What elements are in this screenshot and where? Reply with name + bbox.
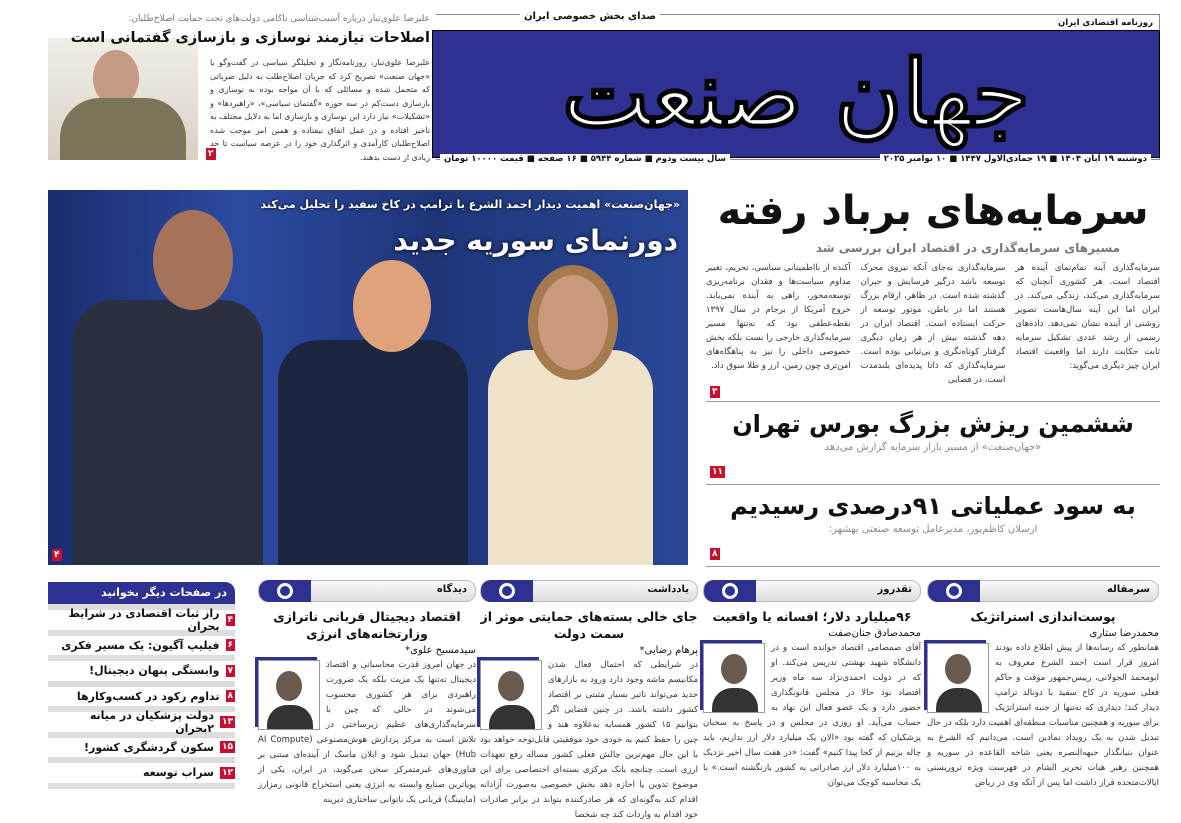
- column-author: محمدرضا ستاری: [1089, 628, 1159, 639]
- sidebar-title: در صفحات دیگر بخوانید: [48, 582, 235, 604]
- story-profit[interactable]: [706, 492, 1160, 562]
- column-body: آقای صمصامی اقتصاد خوانده است و در دانشگاه شهید بهشتی تدریس می‌کند. او که در دولت احمدی‌نژاد سه ماه وزیر اقتصاد بود حالا در مجلس قانونگذاری حضور دارد و یک عضو فعال این نهاد به حساب می‌آید. او روزی در مجلس و در پاسخ به سخنان پزشکیان که گفته بود «الان یک میلیارد دلار ارز نداریم، باید چاله بزنیم از کجا پیدا کنیم» گفت: «در هفت سال اخیر نزدیک به ۱۰۰میلیارد دلار ارز صادراتی به کشور بازنگشته است.» با یک محاسبه کوچک می‌توان: [703, 643, 921, 788]
- photo-figure-center: [278, 340, 468, 565]
- column-section: دیدگاه: [436, 584, 467, 595]
- column-author: پرهام رضایی*: [639, 645, 698, 656]
- top-story[interactable]: [48, 10, 430, 162]
- subtitle: روزنامه اقتصادی ایران: [1057, 18, 1153, 28]
- sidebar-item[interactable]: [48, 738, 235, 764]
- divider: [706, 484, 1160, 485]
- photo-figure-left: [73, 300, 263, 565]
- lead-story[interactable]: [706, 185, 1160, 400]
- photo-figure-right: [488, 350, 653, 565]
- page-number: ۱۱: [712, 467, 723, 477]
- column-header: [480, 580, 698, 602]
- column-header: [703, 580, 921, 602]
- page-number: ۴: [54, 550, 60, 560]
- page-number: ۱۲: [222, 767, 233, 778]
- pen-icon: [704, 580, 756, 602]
- pen-icon: [481, 580, 533, 602]
- column-title[interactable]: جای خالی بسته‌های حمایتی موثر از سمت دولت: [480, 609, 698, 641]
- sidebar-item[interactable]: [48, 636, 235, 662]
- story-headline[interactable]: ششمین ریزش بزرگ بورس تهران: [732, 410, 1134, 438]
- lead-column-3: آکنده از نااطمینانی سیاسی، تحریم، تغییر مداوم سیاست‌ها و فقدان برنامه‌ریزی توسعه‌محور، راهی به آینده نمی‌یابد. خروج آمریکا از برجام در سال ۱۳۹۷ نقطه‌عطفی بود که نه‌تنها مسیر سرمایه‌گذاری خارجی را بست بلکه بخش خصوصی داخلی را نیز به پناهگاه‌های امن‌تری چون زمین، ارز و طلا سوق داد.: [705, 263, 851, 371]
- page-number: ۱۵: [222, 742, 233, 753]
- pen-icon: [928, 580, 980, 602]
- column-title[interactable]: اقتصاد دیجیتال قربانی ناترازی وزارتخانه‌های انرژی: [273, 609, 461, 641]
- sidebar-item-label: وابستگی پنهان دیجیتال!: [89, 664, 220, 678]
- lead-column-2: سرمایه‌گذاری به‌جای آنکه نیروی محرک توسعه باشد درگیر فرسایش و جبران گذشته شده است. در ظاهر، ارقام بزرگ هستند اما در باطن، موتور توسعه از حرکت ایستاده است. اقتصاد ایران در دهه گذشته بیش از هر زمان دیگری گرفتار کوتاه‌نگری و بی‌ثباتی بوده است. سرمایه‌گذاری که ذاتا پدیده‌ای بلندمدت است، در فضایی: [860, 263, 1006, 385]
- masthead-logo: [432, 30, 1160, 158]
- opinion-column[interactable]: [258, 580, 476, 805]
- pen-icon: [259, 580, 311, 602]
- divider: [706, 566, 1160, 567]
- sidebar-item[interactable]: [48, 661, 235, 687]
- column-section: یادداشت: [647, 584, 689, 595]
- story-body: علیرضا علوی‌تبار، روزنامه‌نگار و تحلیلگر سیاسی در گفت‌وگو با «جهان صنعت» تصریح کرد که جریان اصلاح‌طلب به دلیل ضرباتی که متحمل شده و مسائلی که با آن مواجه بوده به نوسازی و بازسازی دست‌کم در سه حوزه «گفتمان سیاسی»، «راهبردها» و «تشکیلات» نیاز دارد این نوسازی و بازسازی اما به دلایل مختلف به تاخیر افتاده و در عمل اتفاق نیفتاده و همین امر موجب شده اصلاح‌طلبان کارآمدی و اثرگذاری خود را در عرصه سیاست تا حد زیادی از دست بدهند.: [210, 58, 430, 162]
- author-photo: [48, 38, 198, 160]
- page-number: ۲: [208, 149, 214, 159]
- story-headline[interactable]: اصلاحات نیازمند نوسازی و بازسازی گفتمانی است: [70, 30, 430, 46]
- page-number: ۱۳: [222, 716, 233, 727]
- column-title[interactable]: پوست‌اندازی استراتژیک: [970, 609, 1116, 624]
- story-subhead: ارسلان کاظم‌پور، مدیرعامل توسعه صنعتی بهشهر:: [828, 524, 1038, 535]
- tagline: صدای بخش خصوصی ایران: [520, 11, 660, 22]
- sidebar-item-label: فیلیپ آگیون: یک مسیر فکری: [61, 638, 220, 652]
- page-number: ۴: [227, 614, 233, 625]
- column-header: [927, 580, 1159, 602]
- column-header: [258, 580, 476, 602]
- column-author: محمدصادق جنان‌صفت: [828, 628, 921, 639]
- page-number: ۳: [712, 387, 718, 397]
- sidebar-item-label: سراب توسعه: [142, 766, 214, 780]
- story-kicker: علیرضا علوی‌تبار درباره آسیب‌شناسی ناکامی دولت‌های تحت حمایت اصلاح‌طلبان:: [128, 14, 430, 24]
- sidebar-item[interactable]: [48, 708, 235, 738]
- date-line: دوشنبه ۱۹ آبان ۱۴۰۴ ■ ۱۹ جمادی‌الاول ۱۴۴۷ ■ ۱۰ نوامبر ۲۰۲۵: [880, 154, 1151, 164]
- column-section: سرمقاله: [1106, 584, 1150, 595]
- author-portrait: [258, 660, 320, 730]
- photo-headline[interactable]: دورنمای سوریه جدید: [393, 224, 678, 257]
- column-title[interactable]: ۹۶میلیارد دلار؛ افسانه یا واقعیت: [712, 609, 912, 624]
- sidebar-item[interactable]: [48, 763, 235, 789]
- story-headline[interactable]: به سود عملیاتی ۹۱درصدی رسیدیم: [730, 492, 1136, 520]
- column-body: در شرایطی که احتمال فعال شدن مکانیسم ماشه وجود دارد ورود به بازارهای جدید می‌تواند تاثیر بسیار مثبتی بر اقتصاد کشور داشته باشد. در چنین فضایی اگر بتوانیم ۱۵ کشور همسایه به‌علاوه هند و چین را حفظ کنیم به خودی خود موفقیتی قابل‌توجه خواهد بود با این حال مهم‌ترین چالش فعلی کشور مساله رفع تعهدات ارزی است. چنانچه بانک مرکزی بسته‌ای اختصاصی برای این موضوع تدوین یا اجازه دهد بخش خصوصی به‌صورت آزادانه اقدام کند به‌گونه‌ای که هر صادرکننده بتواند در برابر صادرات خود اقدام به واردات کند چه شخصا: [480, 660, 698, 820]
- column-body: در جهان امروز قدرت محاسباتی و اقتصاد دیجیتال نه‌تنها یک مزیت بلکه یک ضرورت راهبردی برای هر کشوری محسوب می‌شوند در حالی که چین با سرمایه‌گذاری‌های عظیم زیرساختی در تلاش است به مرکز پردازش هوش‌مصنوعی (AI Compute Hub) جهان تبدیل شود و ایلان ماسک از آینده‌ای مبتنی بر فناوری‌های غیرمتمرکز سخن می‌گوید، در ایران، یکی از پویاترین صنایع وابسته به انرژی یعنی استخراج قانونی رمزارز (ماینینگ) قربانی یک ناتوانی ساختاری دیرینه: [258, 660, 476, 805]
- sidebar-item[interactable]: [48, 606, 235, 636]
- story-subhead: «جهان‌صنعت» از مسیر بازار سرمایه گزارش می‌دهد: [824, 442, 1042, 453]
- column-author: سیدمسیح علوی*: [405, 645, 476, 656]
- page-number: ۸: [227, 691, 233, 702]
- author-portrait: [480, 660, 542, 730]
- lead-headline[interactable]: سرمایه‌های برباد رفته: [717, 188, 1149, 234]
- photo-story[interactable]: [48, 190, 688, 565]
- sidebar-item-label: دولت پزشکیان در میانه ۲بحران: [89, 708, 214, 735]
- lead-column-1: سرمایه‌گذاری آینه تمام‌نمای آینده هر اقتصاد است. هر کشوری آنچنان که سرمایه‌گذاری می‌کند، زندگی می‌کند. در ایران اما این آینه سال‌هاست تصویر روشنی از آینده نشان نمی‌دهد. داده‌های رسمی از رشد عددی تشکیل سرمایه ثابت حکایت دارند اما واقعیت اقتصاد ایران چیز دیگری می‌گوید:: [1015, 263, 1160, 371]
- column-body: همانطور که رسانه‌ها از پیش اطلاع داده بودند امروز قرار است احمد الشرع معروف به ابومحمد الجولانی، رییس‌جمهور موقت و حاکم فعلی سوریه در کاخ سفید با دونالد ترامپ دیدار کند؛ دیداری که نه‌تنها از جنبه استراتژیک برای سوریه و همچنین مناسبات منطقه‌ای اهمیت دارد بلکه در حال تبدیل شدن به یک رویداد نمادین است. می‌دانیم که الشرع به عنوان بنیانگذار جبهه‌النصره یعنی شاخه القاعده در سوریه و همچنین رهبر هیات تحریر الشام در فهرست ویژه تروریستی ایالات‌متحده قرار داشت اما پس از آنکه وی در ریاض: [927, 643, 1159, 788]
- photo-kicker: «جهان‌صنعت» اهمیت دیدار احمد الشرع با ترامپ در کاخ سفید را تحلیل می‌کند: [260, 198, 680, 211]
- story-bourse[interactable]: [706, 410, 1160, 480]
- page-number: ۶: [227, 640, 233, 651]
- divider: [706, 401, 1160, 402]
- author-portrait: [703, 643, 765, 713]
- page-number: ۸: [712, 549, 718, 559]
- other-pages-sidebar: [48, 582, 235, 800]
- issue-line: سال بیست ودوم ■ شماره ۵۹۴۴ ■ ۱۶ صفحه ■ قیمت ۱۰۰۰۰ تومان: [440, 154, 730, 164]
- column-section: تقدروز: [877, 584, 912, 595]
- author-portrait: [927, 643, 989, 713]
- logo-text: جهان صنعت: [562, 40, 1030, 148]
- sidebar-item-label: تداوم رکود در کسب‌وکارها: [76, 689, 220, 703]
- sidebar-item-label: سکون گردشگری کشور!: [83, 740, 214, 754]
- opinion-column[interactable]: [927, 580, 1159, 800]
- sidebar-item-label: راز ثبات اقتصادی در شرایط بحران: [68, 606, 220, 633]
- lead-subhead: مسیرهای سرمایه‌گذاری در اقتصاد ایران بررسی شد: [815, 241, 1121, 255]
- page-number: ۷: [227, 665, 233, 676]
- opinion-column[interactable]: [480, 580, 698, 820]
- opinion-column[interactable]: [703, 580, 921, 800]
